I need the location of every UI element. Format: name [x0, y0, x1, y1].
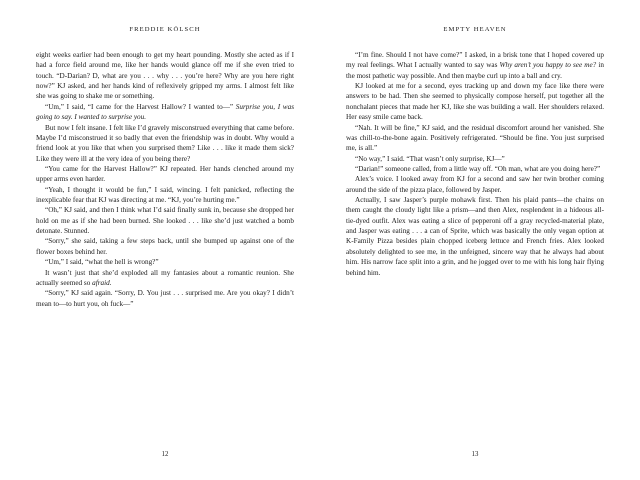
paragraph: KJ looked at me for a second, eyes tracking up and down my face like there were answers to be had. Then she seemed to physically compose herself, put together all the nonchalant pieces that made her KJ, like she was building a wall. Her shoulders relaxed. Her easy smile came back.: [346, 82, 604, 122]
paragraph: “No way,” I said. “That wasn’t only surprise, KJ—”: [355, 154, 505, 163]
right-page-text-column: [346, 50, 604, 443]
paragraph: “Um,” I said, “what the hell is wrong?”: [45, 258, 159, 267]
page-number-right: 13: [471, 451, 479, 458]
paragraph: “Yeah, I thought it would be fun,” I said, wincing. I felt panicked, reflecting the inexplicable fear that KJ was directing at me. “KJ, you’re hurting me.”: [36, 185, 294, 205]
paragraph: Alex’s voice. I looked away from KJ for a second and saw her twin brother coming around the side of the pizza place, followed by Jasper.: [346, 175, 604, 194]
paragraph: But now I felt insane. I felt like I’d gravely misconstrued everything that came before. Maybe I’d misconstrued it so badly that even the friendship was in doubt. Why would a friend look at you like that when you surprised them? Like . . . like it made them sick? Like they were ill at the very idea of you being there?: [36, 123, 294, 163]
paragraph: “Darian!” someone called, from a little way off. “Oh man, what are you doing here?”: [355, 164, 601, 173]
paragraph: “You came for the Harvest Hallow?” KJ repeated. Her hands clenched around my upper arms even harder.: [36, 164, 294, 184]
paragraph: “I’m fine. Should I not have come?” I asked, in a brisk tone that I hoped covered up my real feelings. What I actually wanted to say was Why aren’t you happy to see me? in the most pathetic way possible. And then maybe curl up into a ball and cry.: [346, 51, 605, 80]
paragraph: “Sorry,” KJ said again. “Sorry, D. You just . . . surprised me. Are you okay? I didn’t mean to—to hurt you, oh fuck—”: [36, 289, 294, 308]
paragraph: “Um,” I said, “I came for the Harvest Hallow? I wanted to—” Surprise you, I was going to say. I wanted to surprise you.: [36, 102, 294, 122]
running-head-left: FREDDIE KÖLSCH: [129, 26, 201, 33]
paragraph: “Oh,” KJ said, and then I think what I’d said finally sunk in, because she dropped her hold on me as if she had been burned. She looked . . . like she’d just watched a bomb detonate. Stunned.: [36, 206, 294, 236]
left-page-text-column: [36, 50, 294, 443]
page-number-left: 12: [161, 451, 169, 458]
paragraph: Actually, I saw Jasper’s purple mohawk first. Then his plaid pants—the chains on them caught the cloudy light like a prism—and then Alex, resplendent in a hideous all-tie-dyed outfit. Alex was eating a slice of pepperoni off a gray recycled-material plate, and Jasper was eating . . . a can of Sprite, which was basically the only vegan option at K-Family Pizza besides plain chopped iceberg lettuce and French fries. Alex looked absolutely delighted to see me, in the unfeigned, sincere way that he always had about him. His narrow face split into a grin, and he jogged over to me with his long hair flying behind him.: [346, 196, 604, 277]
paragraph: It wasn’t just that she’d exploded all my fantasies about a romantic reunion. She actually seemed so afraid.: [36, 268, 294, 287]
right-page: [320, 0, 640, 480]
paragraph: “Nah. It will be fine,” KJ said, and the residual discomfort around her vanished. She was chill-to-the-bone again. Positively refrigerated. “Should be fine. You just surprised me, is all.”: [346, 123, 604, 153]
paragraph: eight weeks earlier had been enough to get my heart pounding. Mostly she acted as if I had a force field around me, like her hands would glance off me if she even tried to touch. “D-Darian? D, what are you . . . why . . . you’re here? Why are you here right now?” KJ asked, and her hands kind of reflexively gripped my arms. I almost felt like she was going to shake me or something.: [36, 51, 294, 101]
running-head-right: EMPTY HEAVEN: [443, 26, 507, 33]
paragraph: “Sorry,” she said, taking a few steps back, until she bumped up against one of the flower boxes behind her.: [36, 237, 294, 256]
